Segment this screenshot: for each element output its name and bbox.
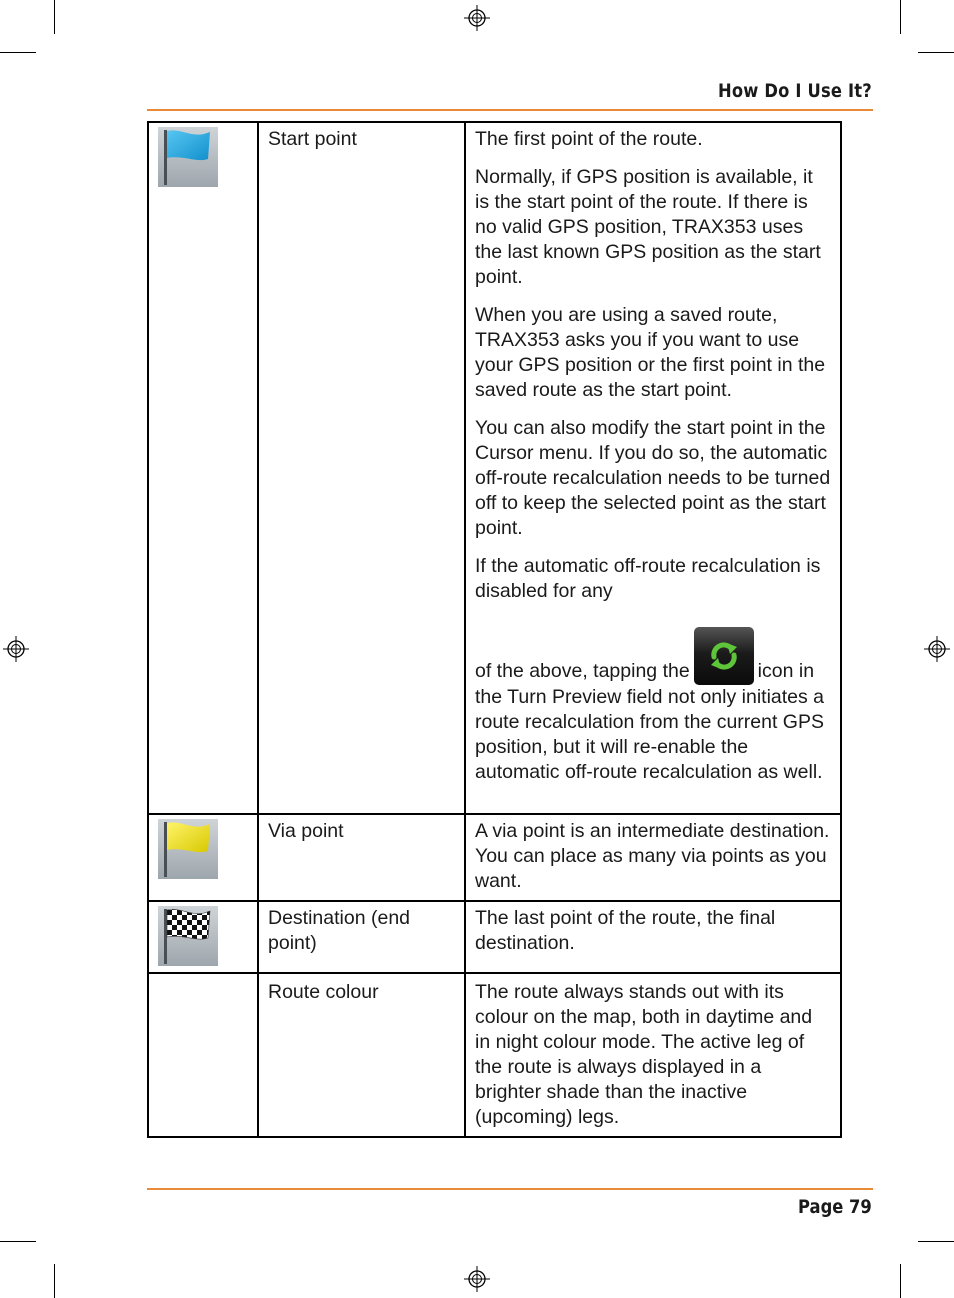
registration-mark-icon xyxy=(924,636,950,662)
icon-cell xyxy=(148,122,258,814)
checkered-flag-icon xyxy=(158,906,218,966)
icon-cell xyxy=(148,901,258,973)
yellow-flag-icon xyxy=(158,819,218,879)
crop-mark xyxy=(900,0,901,34)
item-description: The route always stands out with its colour on the map, both in daytime and in night colour mode. The active leg of the route is always displayed in a brighter shade than the inactive (upcoming) legs. xyxy=(465,973,841,1137)
icon-cell xyxy=(148,973,258,1137)
inline-text-after: icon in the Turn Preview field not only initiates a route recalculation from the current GPS position, but it will re-enable the automatic off-route recalculation as well. xyxy=(475,660,825,783)
crop-mark xyxy=(54,0,55,34)
description-paragraph: Normally, if GPS position is available, it is the start point of the route. If there is no valid GPS position, TRAX353 uses the last known GPS position as the start point. xyxy=(475,166,821,288)
blue-flag-icon xyxy=(158,127,218,187)
item-description xyxy=(465,122,841,814)
item-name: Via point xyxy=(258,814,465,901)
page-header-title: How Do I Use It? xyxy=(718,80,872,102)
crop-mark xyxy=(918,52,954,53)
route-points-table xyxy=(147,121,842,1138)
item-name: Start point xyxy=(258,122,465,814)
description-paragraph: The first point of the route. xyxy=(475,128,703,150)
footer-rule xyxy=(147,1188,873,1190)
description-paragraph: If the automatic off-route recalculation is disabled for any xyxy=(475,555,821,602)
crop-mark xyxy=(0,52,36,53)
crop-mark xyxy=(918,1241,954,1242)
table-row xyxy=(148,901,841,973)
item-name: Route colour xyxy=(258,973,465,1137)
refresh-recalculate-icon xyxy=(694,627,754,685)
spacer xyxy=(475,604,832,629)
registration-mark-icon xyxy=(3,636,29,662)
table-row xyxy=(148,814,841,901)
table-row xyxy=(148,122,841,814)
crop-mark xyxy=(900,1264,901,1298)
inline-text-before: of the above, tapping the xyxy=(475,660,690,682)
header-rule xyxy=(147,109,873,111)
item-description: The last point of the route, the final destination. xyxy=(465,901,841,973)
registration-mark-icon xyxy=(464,5,490,31)
table-row xyxy=(148,973,841,1137)
item-description: A via point is an intermediate destination. You can place as many via points as you want. xyxy=(465,814,841,901)
icon-cell xyxy=(148,814,258,901)
item-name: Destination (end point) xyxy=(258,901,465,973)
description-paragraph: When you are using a saved route, TRAX353 asks you if you want to use your GPS position or the first point in the saved route as the start point. xyxy=(475,304,826,401)
page-number: Page 79 xyxy=(798,1196,872,1218)
registration-mark-icon xyxy=(464,1266,490,1292)
description-paragraph xyxy=(475,627,832,785)
description-paragraph: You can also modify the start point in the Cursor menu. If you do so, the automatic off-route recalculation needs to be turned off to keep the selected point as the start point. xyxy=(475,417,831,539)
crop-mark xyxy=(0,1241,36,1242)
crop-mark xyxy=(54,1264,55,1298)
